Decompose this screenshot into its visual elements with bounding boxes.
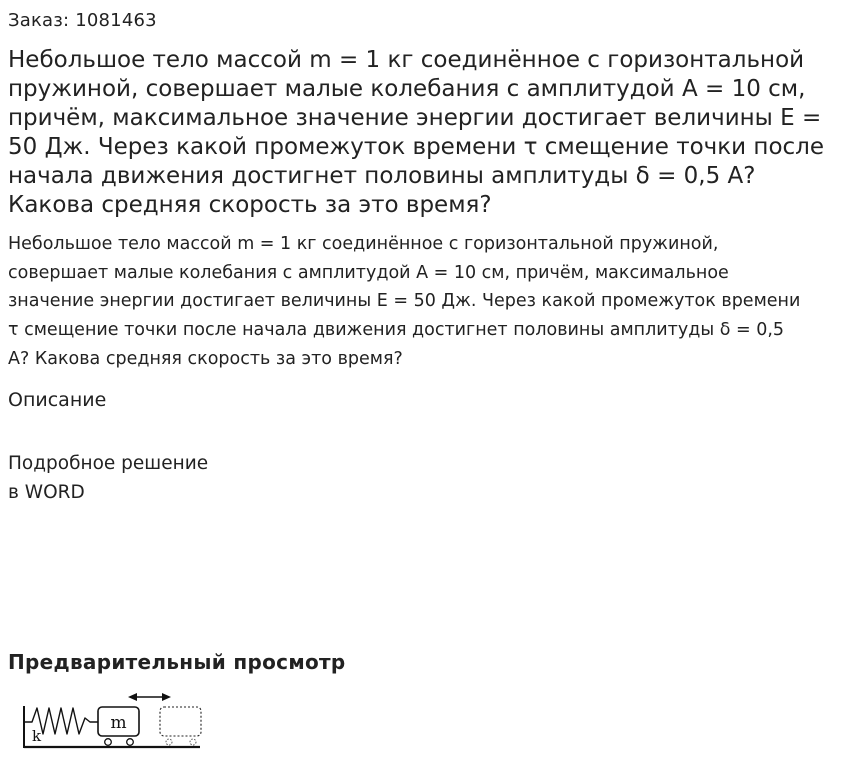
displaced-wheel-left	[166, 739, 172, 745]
problem-text: Небольшое тело массой m = 1 кг соединённое с горизонтальной пружиной, совершает малые колебания с амплитудой А = 10 см, причём, максимальное значение энергии достигает величины Е = 50 Дж. Через какой промежуток времени τ смещение точки после начала движения достигнет половины амплитуды δ = 0,5 А? Какова средняя скорость за это время?	[8, 234, 801, 369]
amplitude-arrow-head-right	[162, 693, 171, 701]
mass-label: m	[110, 713, 127, 733]
description-label: Описание	[8, 389, 107, 411]
order-number: Заказ: 1081463	[8, 10, 157, 31]
mass-wheel-left	[105, 739, 112, 746]
mass-wheel-right	[127, 739, 134, 746]
problem-title: Небольшое тело массой m = 1 кг соединённое с горизонтальной пружиной, совершает малые колебания с амплитудой А = 10 см, причём, максимальное значение энергии достигает величины Е = 50 Дж. Через какой промежуток времени τ смещение точки после начала движения достигнет половины амплитуды δ = 0,5 А? Какова средняя скорость за это время?	[8, 47, 825, 218]
spring-mass-figure	[18, 688, 208, 754]
solution-line-1: Подробное решение	[8, 453, 209, 474]
spring-label: k	[32, 727, 42, 745]
preview-heading: Предварительный просмотр	[8, 650, 346, 674]
solution-note	[8, 450, 208, 507]
displaced-mass-block	[160, 707, 201, 736]
solution-line-2: в WORD	[8, 481, 85, 503]
amplitude-arrow-head-left	[128, 693, 137, 701]
displaced-wheel-right	[190, 739, 196, 745]
